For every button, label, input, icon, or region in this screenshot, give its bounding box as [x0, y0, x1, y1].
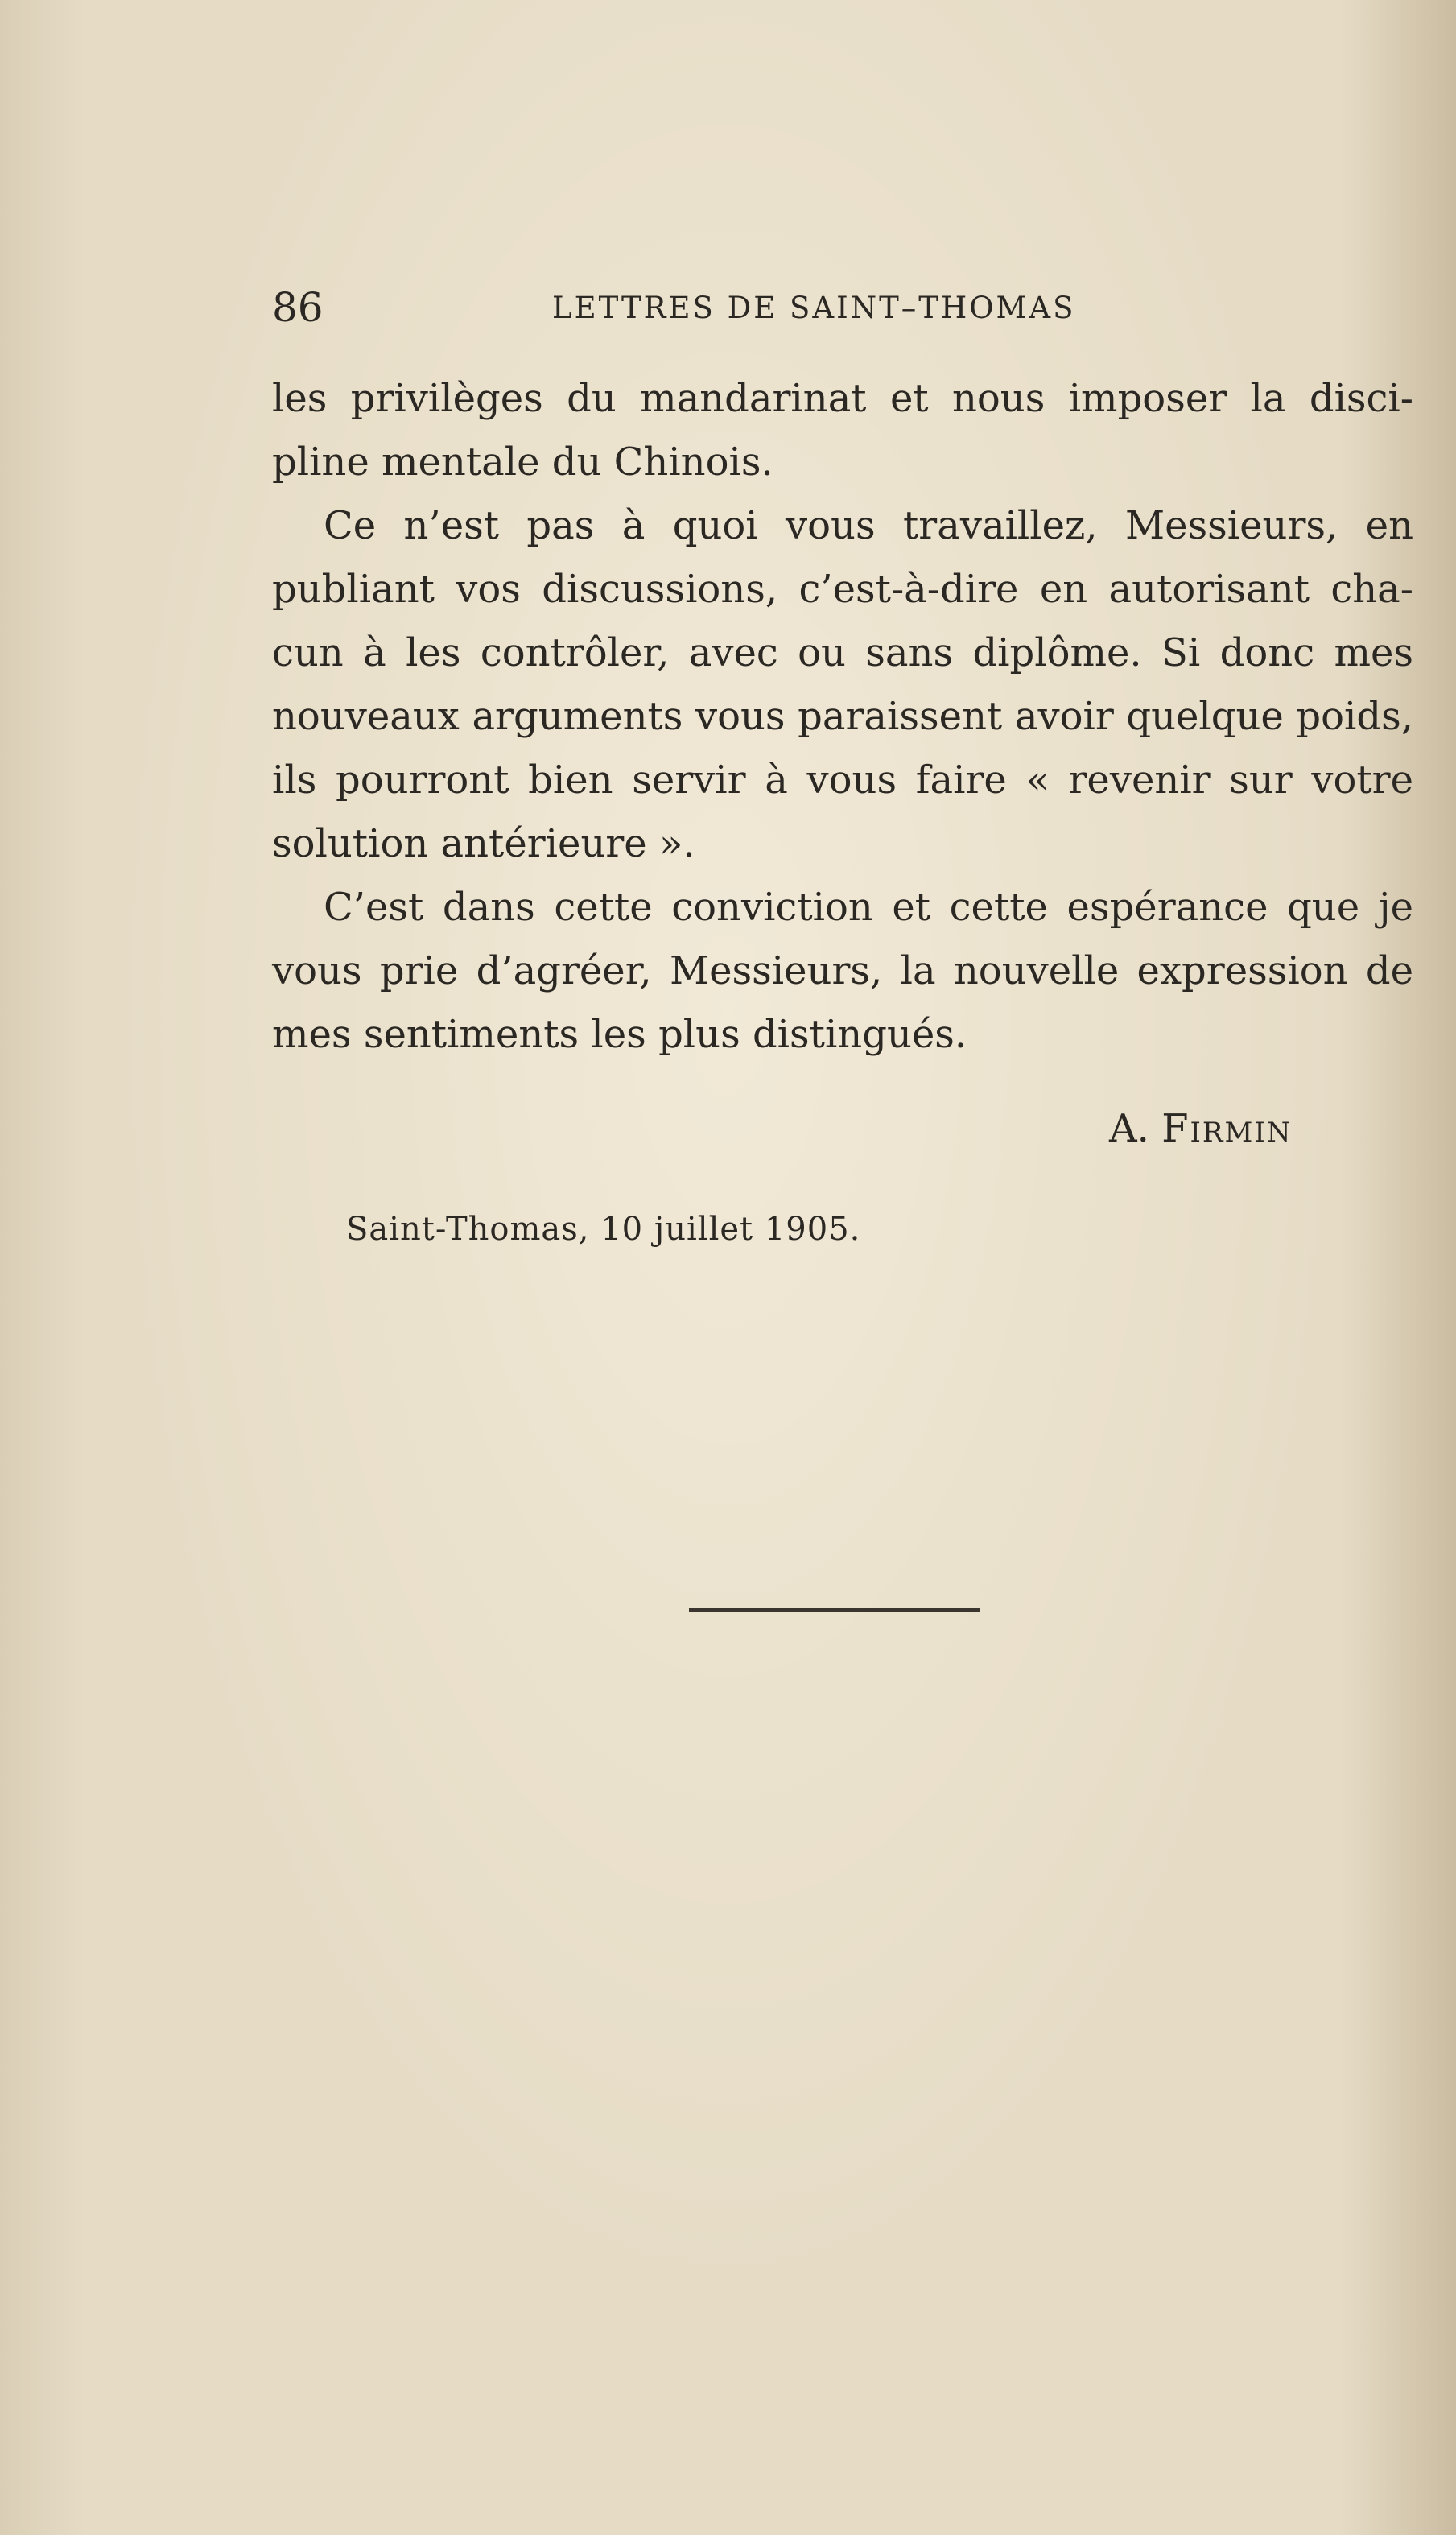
page-number: 86 — [272, 284, 324, 331]
paragraph-closing: C’est dans cette conviction et cette espérance que je vous prie d’agréer, Messieurs, la nouvelle expression de mes sentiments les plus distingués. — [272, 885, 1413, 1057]
signature — [1109, 1104, 1293, 1153]
paragraph-argument: Ce n’est pas à quoi vous travaillez, Messieurs, en publiant vos discussions, c’est-à-dire en autorisant cha-cun à les contrôler, avec ou sans diplôme. Si donc mes nouveaux arguments vous paraissent avoir quelque poids, ils pourront bien servir à vous faire « revenir sur votre solution antérieure ». — [272, 503, 1413, 866]
letter-body — [272, 367, 1413, 1067]
end-rule — [689, 1608, 980, 1612]
signature-name: Firmin — [1161, 1106, 1293, 1151]
dateline: Saint-Thomas, 10 juillet 1905. — [346, 1211, 861, 1248]
paragraph-continuation: les privilèges du mandarinat et nous imposer la disci-pline mentale du Chinois. — [272, 376, 1413, 485]
running-head — [272, 283, 1415, 332]
signature-initial: A. — [1109, 1106, 1149, 1151]
running-title: LETTRES DE SAINT–THOMAS — [552, 291, 1076, 325]
